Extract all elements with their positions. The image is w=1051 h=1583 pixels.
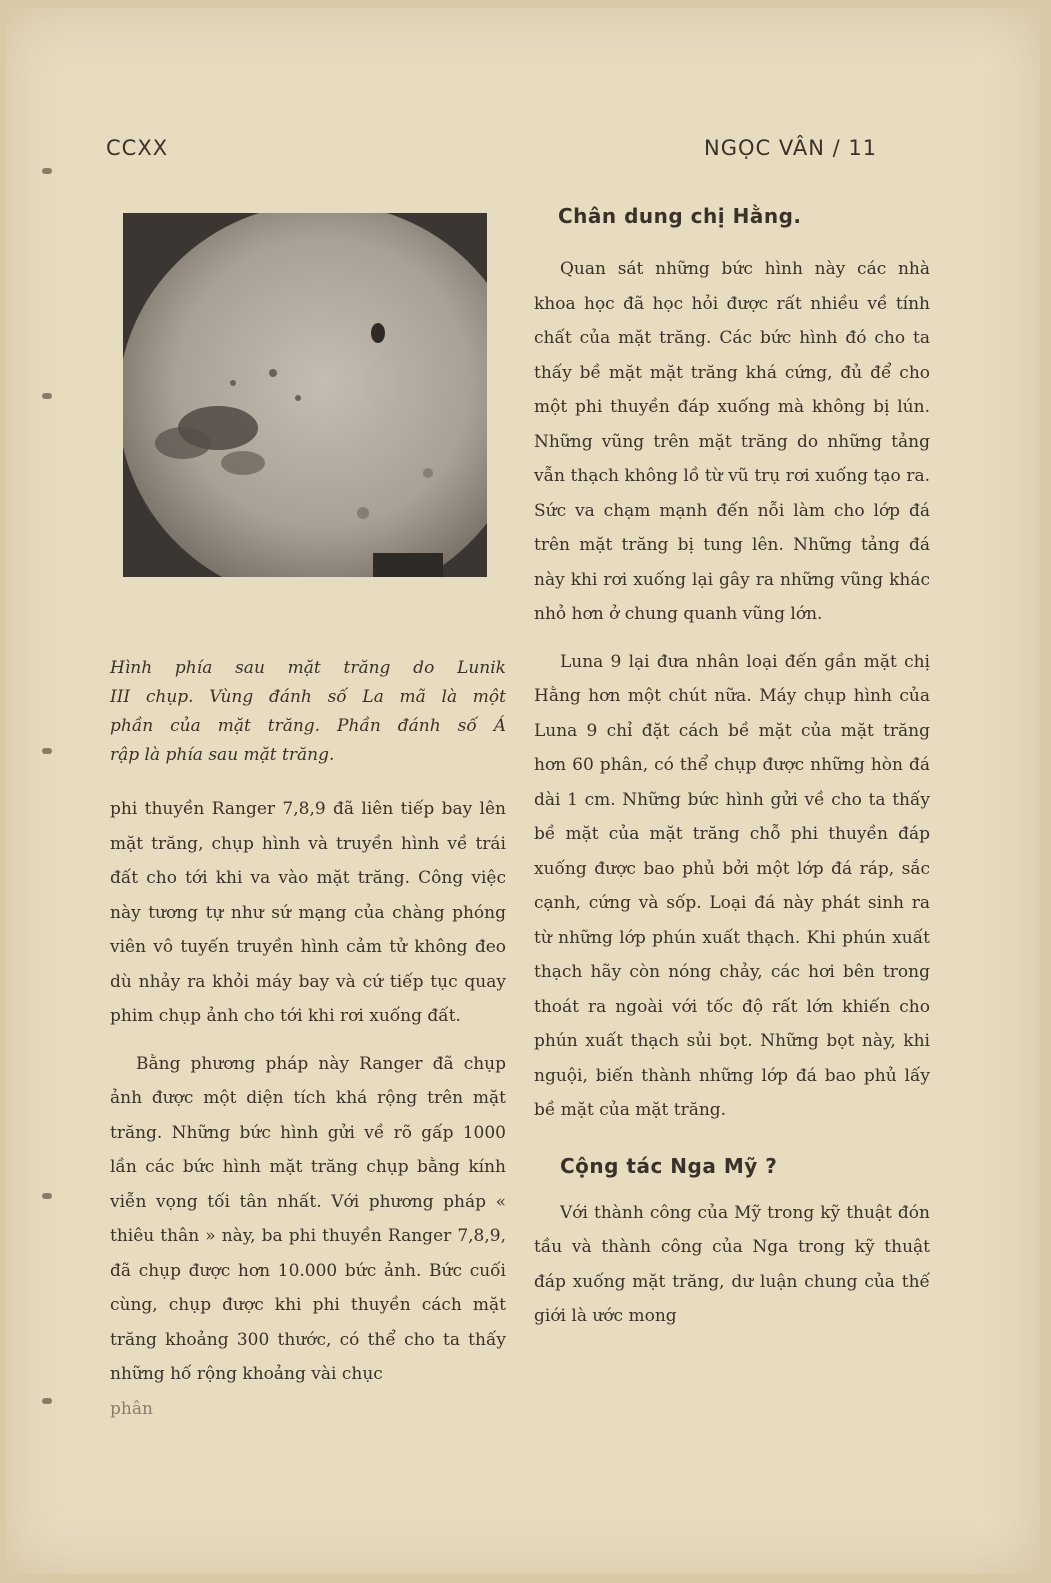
moon-far-side-image xyxy=(123,213,487,577)
body-paragraph: Quan sát những bức hình này các nhà khoa học đã học hỏi được rất nhiều về tính chất của mặt trăng. Các bức hình đó cho ta thấy bề mặt mặt trăng khá cứng, đủ để cho một phi thuyền đáp xuống mà không bị lún. Những vũng trên mặt trăng do những tảng vẫn thạch không lồ từ vũ trụ rơi xuống tạo ra. Sức va chạm mạnh đến nỗi làm cho lớp đá trên mặt trăng bị tung lên. Những tảng đá này khi rơi xuống lại gây ra những vũng khác nhỏ hơn ở chung quanh vũng lớn. xyxy=(534,259,930,624)
section-heading: Chân dung chị Hằng. xyxy=(558,204,802,228)
caption-line: Hình phía sau mặt trăng do Lunik xyxy=(110,658,506,678)
section-heading: Cộng tác Nga Mỹ ? xyxy=(560,1153,778,1178)
binding-hole-mark xyxy=(42,748,52,754)
body-paragraph: Luna 9 lại đưa nhân loại đến gần mặt chị Hằng hơn một chút nữa. Máy chụp hình của Luna 9 chỉ đặt cách bề mặt của mặt trăng hơn 60 phân, có thể chụp được những hòn đá dài 1 cm. Những bức hình gửi về cho ta thấy bề mặt của mặt trăng chỗ phi thuyền đáp xuống được bao phủ bởi một lớp đá ráp, sắc cạnh, cứng và sốp. Loại đá này phát sinh ra từ những lớp phún xuất thạch. Khi phún xuất thạch hãy còn nóng chảy, các hơi bên trong thoát ra ngoài với tốc độ rất lớn khiến cho phún xuất thạch sủi bọt. Những bọt này, khi nguội, biến thành những lớp đá bao phủ lấy bề mặt của mặt trăng. xyxy=(534,651,930,1120)
book-page xyxy=(6,8,1040,1574)
figure-caption xyxy=(110,654,506,770)
body-paragraph: phi thuyền Ranger 7,8,9 đã liên tiếp bay lên mặt trăng, chụp hình và truyền hình về trái đất cho tới khi va vào mặt trăng. Công việc này tương tự như sứ mạng của chàng phóng viên vô tuyến truyền hình cảm tử không đeo dù nhảy ra khỏi máy bay và cứ tiếp tục quay phim chụp ảnh cho tới khi rơi xuống đất. xyxy=(110,799,506,1026)
binding-hole-mark xyxy=(42,393,52,399)
binding-hole-mark xyxy=(42,168,52,174)
binding-hole-mark xyxy=(42,1398,52,1404)
caption-line: III chụp. Vùng đánh số La mã là một xyxy=(110,687,506,707)
caption-line: rập là phía sau mặt trăng. xyxy=(110,745,335,765)
body-paragraph: Với thành công của Mỹ trong kỹ thuật đón tầu và thành công của Nga trong kỹ thuật đáp xuống mặt trăng, dư luận chung của thế giới là ước mong xyxy=(534,1202,930,1326)
left-column xyxy=(110,792,506,1426)
body-paragraph-cutoff: phân xyxy=(110,1398,153,1419)
moon-photo xyxy=(123,213,487,577)
caption-line: phần của mặt trăng. Phần đánh số Á xyxy=(110,716,506,736)
chapter-number: CCXX xyxy=(106,136,169,160)
right-column xyxy=(534,252,930,1334)
running-header: NGỌC VÂN / 11 xyxy=(704,136,878,160)
body-paragraph: Bằng phương pháp này Ranger đã chụp ảnh được một diện tích khá rộng trên mặt trăng. Những bức hình gửi về rõ gấp 1000 lần các bức hình mặt trăng chụp bằng kính viễn vọng tối tân nhất. Với phương pháp « thiêu thân » này, ba phi thuyền Ranger 7,8,9, đã chụp được hơn 10.000 bức ảnh. Bức cuối cùng, chụp được khi phi thuyền cách mặt trăng khoảng 300 thước, có thể cho ta thấy những hố rộng khoảng vài chục xyxy=(110,1053,506,1384)
binding-hole-mark xyxy=(42,1193,52,1199)
